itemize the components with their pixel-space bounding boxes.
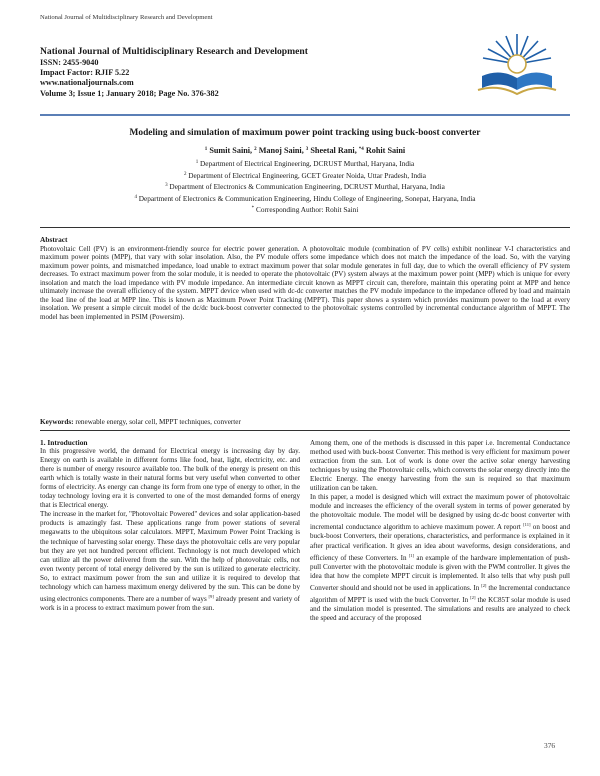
volume-info: Volume 3; Issue 1; January 2018; Page No. 376-382 [40, 88, 219, 98]
journal-info [40, 46, 308, 99]
running-head: National Journal of Multidisciplinary Research and Development [40, 14, 213, 21]
corresponding-author [40, 204, 570, 216]
affiliation-sup: 4 [134, 194, 137, 200]
affiliation-text: Department of Electronics & Communication Engineering, Hindu College of Engineering, Sonepat, Haryana, India [138, 193, 476, 203]
header-rule [40, 114, 570, 116]
citation[interactable]: [1] [408, 552, 415, 558]
affiliation [40, 193, 570, 205]
author-sup: 1 [204, 147, 208, 152]
text-run: on boost and buck-boost Converters, their operations, characteristics, and performance is explained in it after practical verification. It gives an idea about waveforms, design considerations, and efficiency of these Converters. In [310, 523, 570, 562]
paragraph: In this progressive world, the demand for Electrical energy is increasing day by day. Energy on earth is available in different forms like food, heat, light, electricity, etc. and there is number of energy resource available too. The bulk of the energy is present on this earth which is totally waste in their natural forms but very useful when converted to other forms of electricity. As energy can change its form from one type of energy to other, in the today technology loving era it is converted to one of the most demanded forms of energy that is Electrical energy. [40, 447, 300, 510]
section-heading: 1. Introduction [40, 438, 88, 447]
author-sup: 2 [254, 147, 257, 152]
abstract-heading: Abstract [40, 235, 68, 244]
body-column-left [40, 438, 300, 613]
text-run: the Incremental conductance algorithm of MPPT is used with the buck Converter. In [310, 583, 570, 604]
logo-sun [508, 55, 526, 73]
journal-name: National Journal of Multidisciplinary Research and Development [40, 46, 308, 57]
paragraph [310, 493, 570, 623]
paper-title: Modeling and simulation of maximum power point tracking using buck-boost converter [129, 128, 481, 138]
paragraph [40, 510, 300, 613]
text-run: an example of the hardware implementation of push-pull Converter with the photovoltaic module is given with the PWM controller. It gives the idea that how the complete MPPT circuit is implemented. It also tells that why push pull Converter should and should not be used in applications. In [310, 553, 570, 592]
abstract-text: Photovoltaic Cell (PV) is an environment-friendly source for electric power generation. A photovoltaic module (combination of PV cells) exhibit nonlinear V-I characteristics and maximum power points (MPP), that vary with solar insolation. Also, the PV module offers some impedance which does not match the impedance of the load. So, with the varying maximum power points, and mismatched impedance, load unable to extract maximum power that solar module generates in full day, due to which the overall efficiency of PV system decreases. To extract maximum power from the solar module, it is needed to operate the photovoltaic (PV) system always at the maximum power point (MPP) which is unique for every insolation and match the load impedance with PV module impedance. An intermediate circuit known as MPPT circuit can, therefore, maintain this operating point at MPP and hence ultimately increase the overall efficiency of the system. MPPT device when used with dc-dc converter matches the PV module impedance to the impedance offered by load and maintain the load line of the load at MPP line. This is known as Maximum Power Point Tracking (MPPT). This paper shows a system which provides maximum power to the load at every insolation. We present a simple circuit model of the dc/dc buck-boost converter connected to the photovoltaic systems controlled by incremental conductance algorithm of MPPT. The model has been implemented in PSIM (Powersim). [40, 244, 570, 321]
journal-logo [468, 30, 566, 100]
affiliation-sup: * [251, 206, 255, 212]
affiliation-text: Department of Electrical Engineering, GCET Greater Noida, Uttar Pradesh, India [188, 170, 427, 180]
text-run: the KC85T solar module is used and the simulation model is presented. The simulations and results are analyzed to check the speed and accuracy of the proposed [310, 595, 570, 622]
author-name: Sumit Saini, [209, 146, 253, 155]
affiliation-text: Department of Electrical Engineering, DCRUST Murthal, Haryana, India [200, 159, 415, 168]
affiliation [40, 170, 570, 182]
author-sup: 3 [305, 147, 309, 152]
body-column-right [310, 439, 570, 623]
author-list [40, 146, 570, 155]
author-name: Manoj Saini, [258, 146, 304, 155]
citation[interactable]: [11] [523, 522, 531, 528]
impact-factor: Impact Factor: RJIF 5.22 [40, 68, 130, 77]
author-name: Rohit Saini [365, 146, 406, 155]
text-run: In this paper, a model is designed which will extract the maximum power of photovoltaic module and increases the efficiency of the overall system in terms of power generated by the photovoltaic module. The model will be designed by using dc-dc boost converter with incremental conductance algorithm to achieve maximum power. A report [310, 493, 570, 532]
issn: ISSN: 2455-9040 [40, 57, 99, 67]
keywords-rule [40, 430, 570, 431]
affiliation-text: Department of Electronics & Communication Engineering, DCRUST Murthal, Haryana, India [169, 182, 445, 192]
text-run: The increase in the market for, "Photovoltaic Powered" devices and solar application-based products is amazingly fast. These applications range from power stations of several megawatts to the ubiquitous solar calculators. MPPT, Maximum Power Point Tracking is the technique of harvesting solar energy. These days the photovoltaic cells are very popular but they are yet not hundred percent efficient. Technology is not much developed which can utilize all the power delivered from the sun. With the help of photovoltaic cells, not even twenty percent of total energy delivered by the sun is utilized to generate electricity. So, to extract maximum power from the sun and utilize it is required to develop that technology which can harness maximum energy delivered by the sun. This can be done by using electronics components. There are a number of ways [40, 510, 300, 603]
keywords-text: renewable energy, solar cell, MPPT techniques, converter [75, 418, 241, 426]
author-name: Sheetal Rani, [310, 146, 357, 155]
page-number: 376 [544, 741, 556, 750]
journal-website[interactable]: www.nationaljournals.com [40, 78, 134, 88]
citation[interactable]: [9] [208, 593, 214, 599]
text-run: already present and variety of work is in a process to extract maximum power from the sun. [40, 594, 300, 612]
citation[interactable]: [2] [481, 582, 487, 588]
affiliation [40, 158, 570, 170]
citation[interactable]: [2] [470, 594, 476, 600]
affiliation [40, 181, 570, 193]
affiliation-sup: 2 [183, 171, 187, 177]
abstract-rule [40, 227, 570, 228]
affiliations [40, 158, 570, 216]
keywords [40, 418, 570, 426]
abstract [40, 236, 570, 321]
keywords-label: Keywords: [40, 418, 74, 426]
affiliation-sup: 1 [195, 160, 199, 165]
affiliation-text: Corresponding Author: Rohit Saini [255, 205, 359, 215]
affiliation-sup: 3 [165, 183, 168, 189]
paragraph: Among them, one of the methods is discussed in this paper i.e. Incremental Conductance method used with buck-boost Converter. This method is very efficient for maximum power extraction from the sun. Lot of work is done over the active solar energy harvesting techniques by using the Photovoltaic cells, which converts the solar energy directly into the Electric Energy. The energy harvesting from the sun is required so that maximum utilization can be taken. [310, 439, 570, 493]
author-sup: *4 [358, 147, 364, 152]
